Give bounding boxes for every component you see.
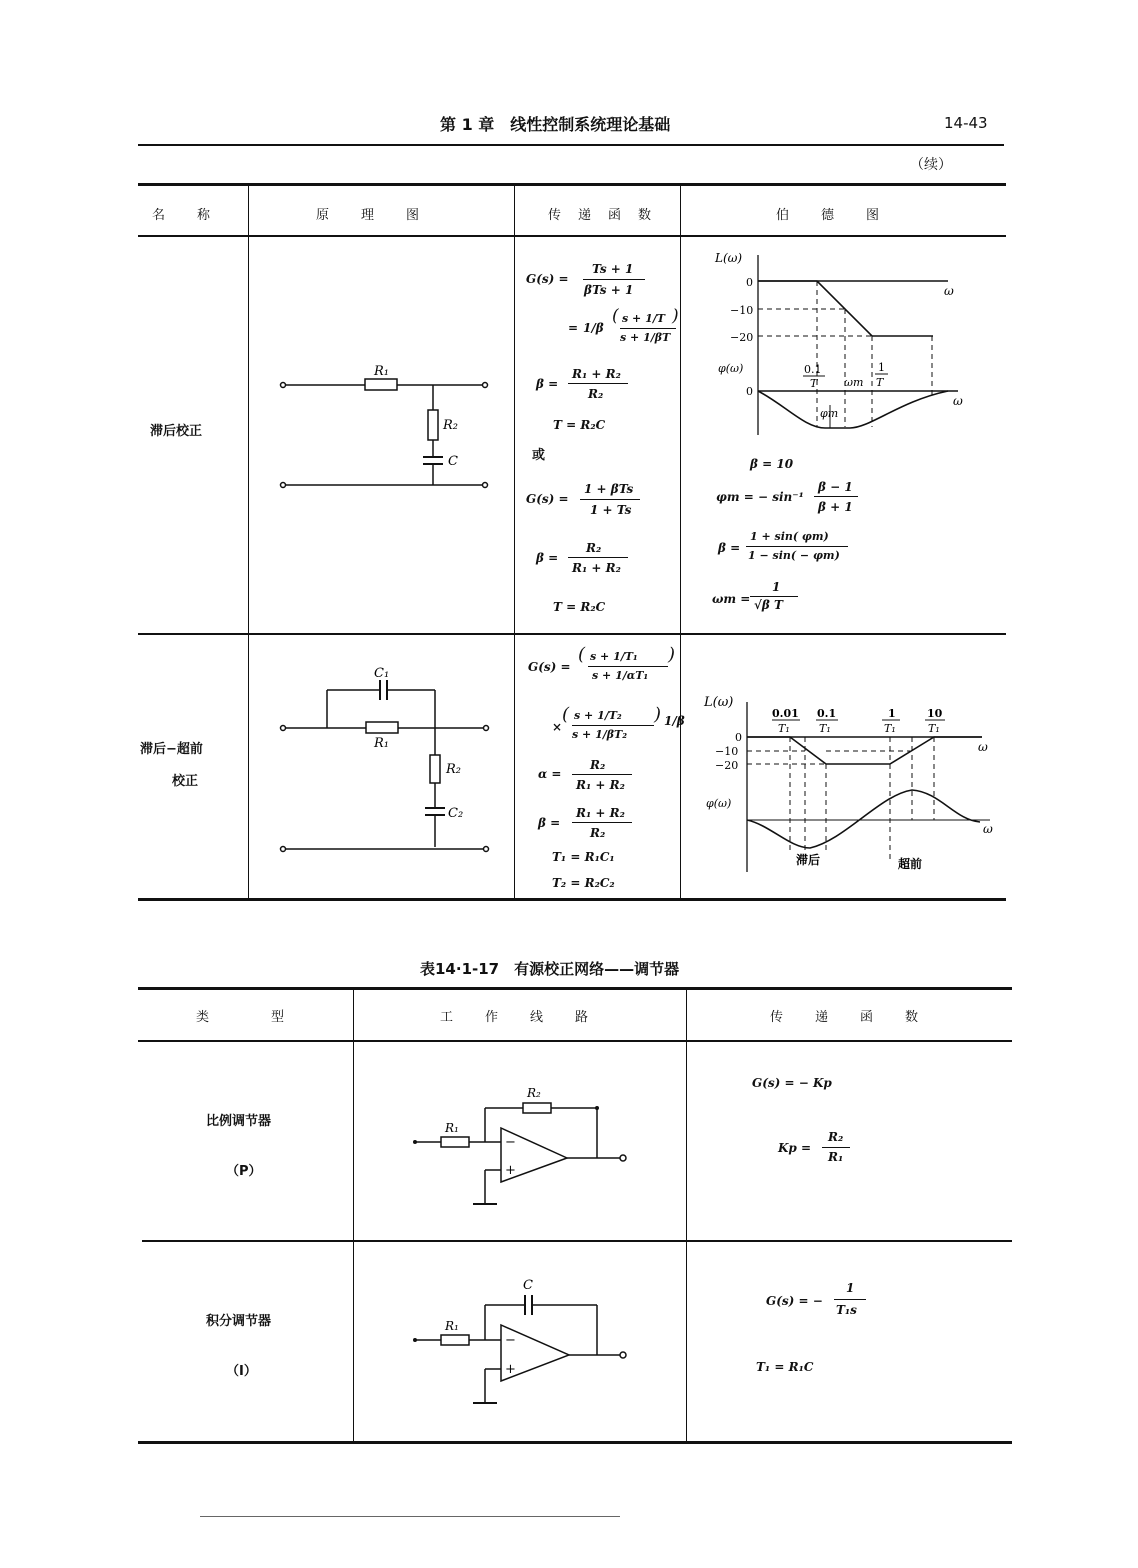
svg-text:ω: ω bbox=[983, 822, 993, 836]
svg-text:T₁: T₁ bbox=[819, 722, 831, 735]
svg-text:T₁: T₁ bbox=[778, 722, 790, 735]
svg-text:L(ω): L(ω) bbox=[715, 251, 743, 265]
svg-text:R₂: R₂ bbox=[527, 1086, 541, 1100]
svg-text:0: 0 bbox=[746, 276, 753, 289]
svg-text:R₁: R₁ bbox=[374, 736, 389, 751]
svg-text:超前: 超前 bbox=[898, 857, 923, 871]
row-name-laglead-2: 校正 bbox=[172, 774, 199, 789]
label-r1: R₁ bbox=[374, 364, 389, 379]
t2-col-header-transfer: 传 递 函 数 bbox=[770, 1010, 921, 1025]
svg-text:0.01: 0.01 bbox=[772, 707, 799, 720]
svg-text:ω: ω bbox=[953, 394, 963, 408]
svg-text:0: 0 bbox=[735, 731, 742, 744]
svg-text:−10: −10 bbox=[730, 304, 754, 317]
svg-text:T: T bbox=[876, 376, 884, 389]
col-header-transfer: 传 递 函 数 bbox=[548, 208, 654, 223]
label-c: C bbox=[448, 454, 458, 469]
svg-text:滞后: 滞后 bbox=[796, 853, 821, 867]
integral-circuit-diagram bbox=[405, 1275, 635, 1415]
svg-text:φm: φm bbox=[820, 407, 839, 420]
table2-title: 表14·1-17 有源校正网络——调节器 bbox=[420, 960, 680, 978]
svg-text:1: 1 bbox=[888, 707, 896, 720]
chapter-title: 第 1 章 线性控制系统理论基础 bbox=[440, 115, 671, 134]
t2-col-header-circuit: 工 作 线 路 bbox=[440, 1010, 591, 1025]
row-name-integral: 积分调节器 bbox=[206, 1314, 272, 1329]
svg-text:−: − bbox=[505, 1135, 516, 1150]
svg-text:0.1: 0.1 bbox=[804, 363, 822, 376]
row-name-proportional: 比例调节器 bbox=[206, 1114, 272, 1129]
svg-text:C₂: C₂ bbox=[448, 806, 464, 821]
svg-text:C₁: C₁ bbox=[374, 666, 390, 681]
svg-text:−10: −10 bbox=[715, 745, 739, 758]
row-name-lag: 滞后校正 bbox=[150, 424, 203, 439]
svg-text:−: − bbox=[505, 1333, 516, 1348]
svg-text:0: 0 bbox=[746, 385, 753, 398]
page-number: 14-43 bbox=[944, 114, 988, 132]
lag-bode-plot bbox=[700, 245, 980, 445]
svg-text:T₁: T₁ bbox=[928, 722, 940, 735]
svg-text:ω: ω bbox=[978, 740, 988, 754]
row-name-integral-code: （I） bbox=[226, 1364, 257, 1379]
svg-text:+: + bbox=[505, 1362, 516, 1377]
svg-text:R₂: R₂ bbox=[446, 762, 461, 777]
continued-label: （续） bbox=[910, 157, 952, 173]
svg-text:L(ω): L(ω) bbox=[704, 695, 734, 710]
svg-text:−20: −20 bbox=[715, 759, 739, 772]
svg-text:T₁: T₁ bbox=[884, 722, 896, 735]
svg-text:φ(ω): φ(ω) bbox=[718, 362, 744, 375]
laglead-circuit-diagram bbox=[270, 665, 502, 860]
row-name-proportional-code: （P） bbox=[226, 1164, 262, 1179]
col-header-bode: 伯 德 图 bbox=[776, 208, 882, 223]
row-name-laglead-1: 滞后−超前 bbox=[140, 742, 203, 757]
svg-text:T: T bbox=[810, 377, 818, 390]
svg-text:R₁: R₁ bbox=[445, 1121, 459, 1135]
svg-text:−20: −20 bbox=[730, 331, 754, 344]
header-rule bbox=[138, 144, 1004, 146]
label-r2: R₂ bbox=[443, 418, 458, 433]
svg-text:1: 1 bbox=[878, 361, 885, 374]
svg-text:R₁: R₁ bbox=[445, 1319, 459, 1333]
col-header-name: 名 称 bbox=[152, 208, 213, 223]
scan-artifact-line bbox=[200, 1516, 620, 1517]
svg-text:ω: ω bbox=[944, 284, 954, 298]
lag-circuit-diagram bbox=[270, 355, 500, 500]
svg-text:0.1: 0.1 bbox=[817, 707, 837, 720]
col-header-schematic: 原 理 图 bbox=[316, 208, 422, 223]
svg-text:+: + bbox=[505, 1163, 516, 1178]
svg-text:ωm: ωm bbox=[844, 376, 864, 389]
svg-text:10: 10 bbox=[927, 707, 943, 720]
t2-col-header-type: 类 型 bbox=[196, 1010, 287, 1025]
laglead-bode-plot bbox=[700, 680, 1000, 880]
proportional-circuit-diagram bbox=[405, 1080, 635, 1215]
svg-text:φ(ω): φ(ω) bbox=[706, 797, 732, 810]
svg-text:C: C bbox=[523, 1278, 533, 1293]
